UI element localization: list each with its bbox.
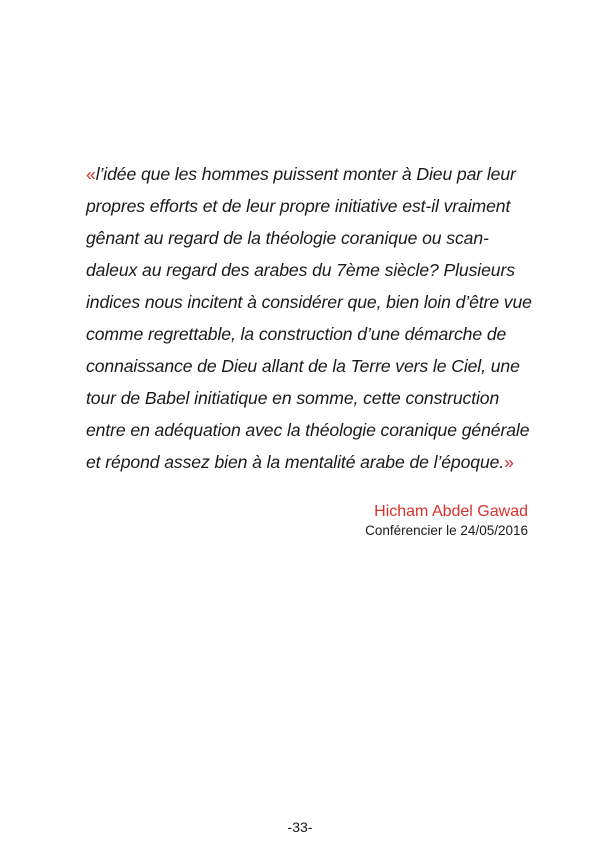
page-number: -33-	[287, 819, 313, 835]
author-role: Conférencier le 24/05/2016	[365, 523, 528, 538]
quote-line-4: daleux au regard des arabes du 7ème siècle? Plusieurs	[86, 260, 515, 280]
quote-line-6: comme regrettable, la construction d’une démarche de	[86, 324, 507, 344]
quote-line-5: indices nous incitent à considérer que, bien loin d’être vue	[86, 292, 532, 312]
quote-line-1	[86, 158, 536, 190]
attribution	[365, 502, 528, 539]
quote-line-7: connaissance de Dieu allant de la Terre vers le Ciel, une	[86, 356, 520, 376]
quote-line-2: propres efforts et de leur propre initiative est-il vraiment	[86, 196, 511, 216]
quote-block	[86, 158, 536, 478]
quote-line-9: entre en adéquation avec la théologie coranique générale	[86, 420, 530, 440]
quote-close-mark: »	[504, 452, 514, 472]
quote-line-text: et répond assez bien à la mentalité arabe de l’époque.	[86, 452, 505, 472]
quote-open-mark: «	[86, 164, 96, 184]
quote-line-8: tour de Babel initiatique en somme, cette construction	[86, 388, 500, 408]
quote-line-text: l’idée que les hommes puissent monter à Dieu par leur	[95, 164, 516, 184]
author-name: Hicham Abdel Gawad	[374, 503, 528, 520]
quote-line-3: gênant au regard de la théologie coranique ou scan-	[86, 228, 489, 248]
quote-line-10	[86, 446, 536, 478]
